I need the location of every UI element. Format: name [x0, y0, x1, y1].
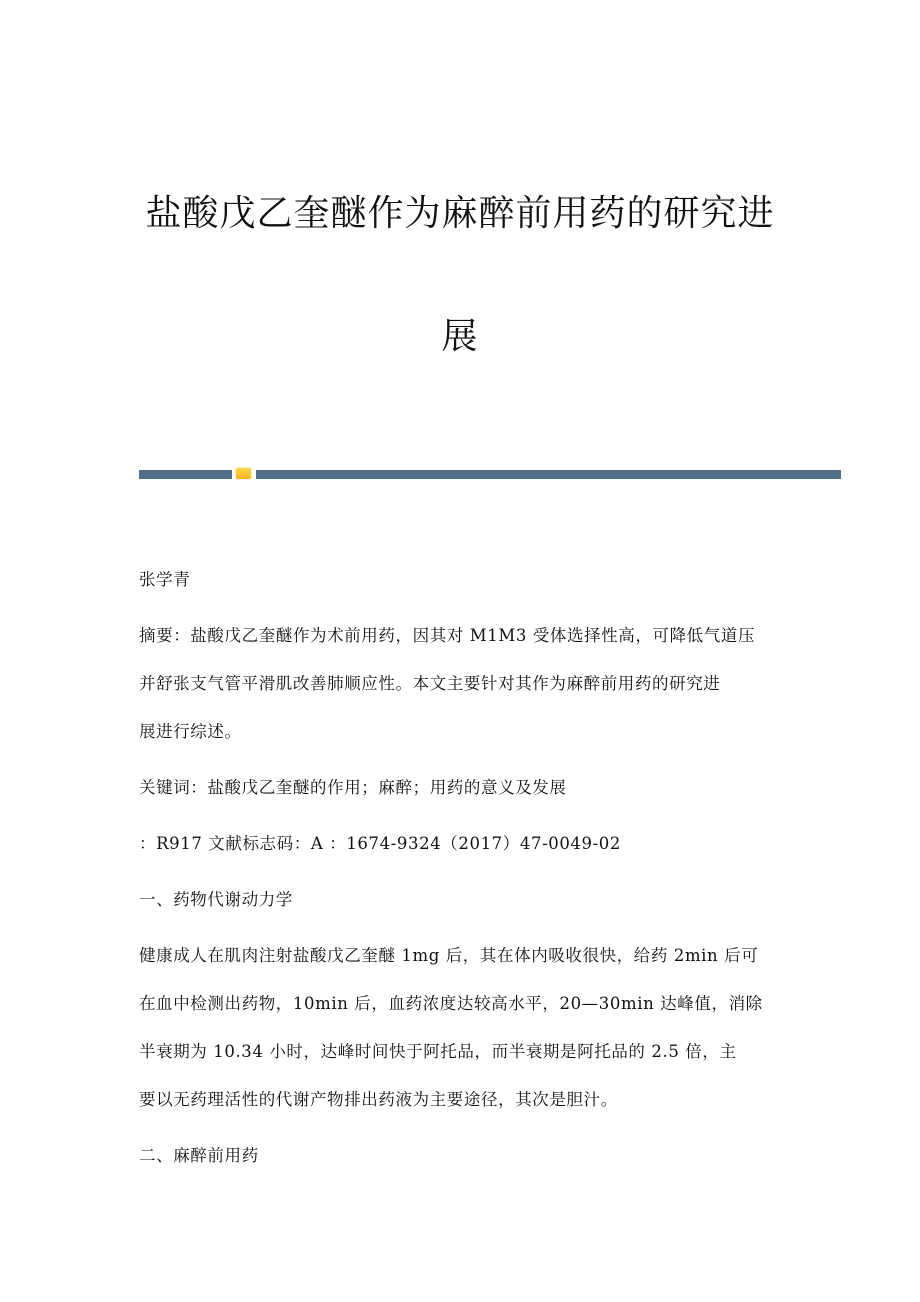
- section-2-heading: 二、麻醉前用药: [139, 1146, 259, 1165]
- document-title-line-2: 展: [441, 316, 479, 357]
- divider-bar-right: [256, 470, 841, 479]
- title-divider: [139, 470, 841, 479]
- abstract-line-3: 展进行综述。: [139, 722, 242, 741]
- abstract-line-1: 摘要：盐酸戊乙奎醚作为术前用药，因其对 M1M3 受体选择性高，可降低气道压: [139, 626, 756, 645]
- section-1-line-3: 半衰期为 10.34 小时，达峰时间快于阿托品，而半衰期是阿托品的 2.5 倍，主: [139, 1042, 737, 1061]
- divider-ornament-icon: [236, 468, 251, 479]
- keywords: 关键词：盐酸戊乙奎醚的作用；麻醉；用药的意义及发展: [139, 778, 567, 797]
- section-1-line-1: 健康成人在肌肉注射盐酸戊乙奎醚 1mg 后，其在体内吸收很快，给药 2min 后可: [139, 946, 759, 965]
- section-1-line-2: 在血中检测出药物，10min 后，血药浓度达较高水平，20—30min 达峰值，消除: [139, 994, 763, 1013]
- classification-codes: ：R917 文献标志码：A ：1674-9324（2017）47-0049-02: [139, 834, 622, 853]
- document-title-line-1: 盐酸戊乙奎醚作为麻醉前用药的研究进: [145, 193, 775, 234]
- section-1-heading: 一、药物代谢动力学: [139, 890, 293, 909]
- author-name: 张学青: [139, 570, 191, 589]
- divider-bar-left: [139, 470, 232, 479]
- abstract-line-2: 并舒张支气管平滑肌改善肺顺应性。本文主要针对其作为麻醉前用药的研究进: [139, 674, 721, 693]
- section-1-line-4: 要以无药理活性的代谢产物排出药液为主要途径，其次是胆汁。: [139, 1090, 618, 1109]
